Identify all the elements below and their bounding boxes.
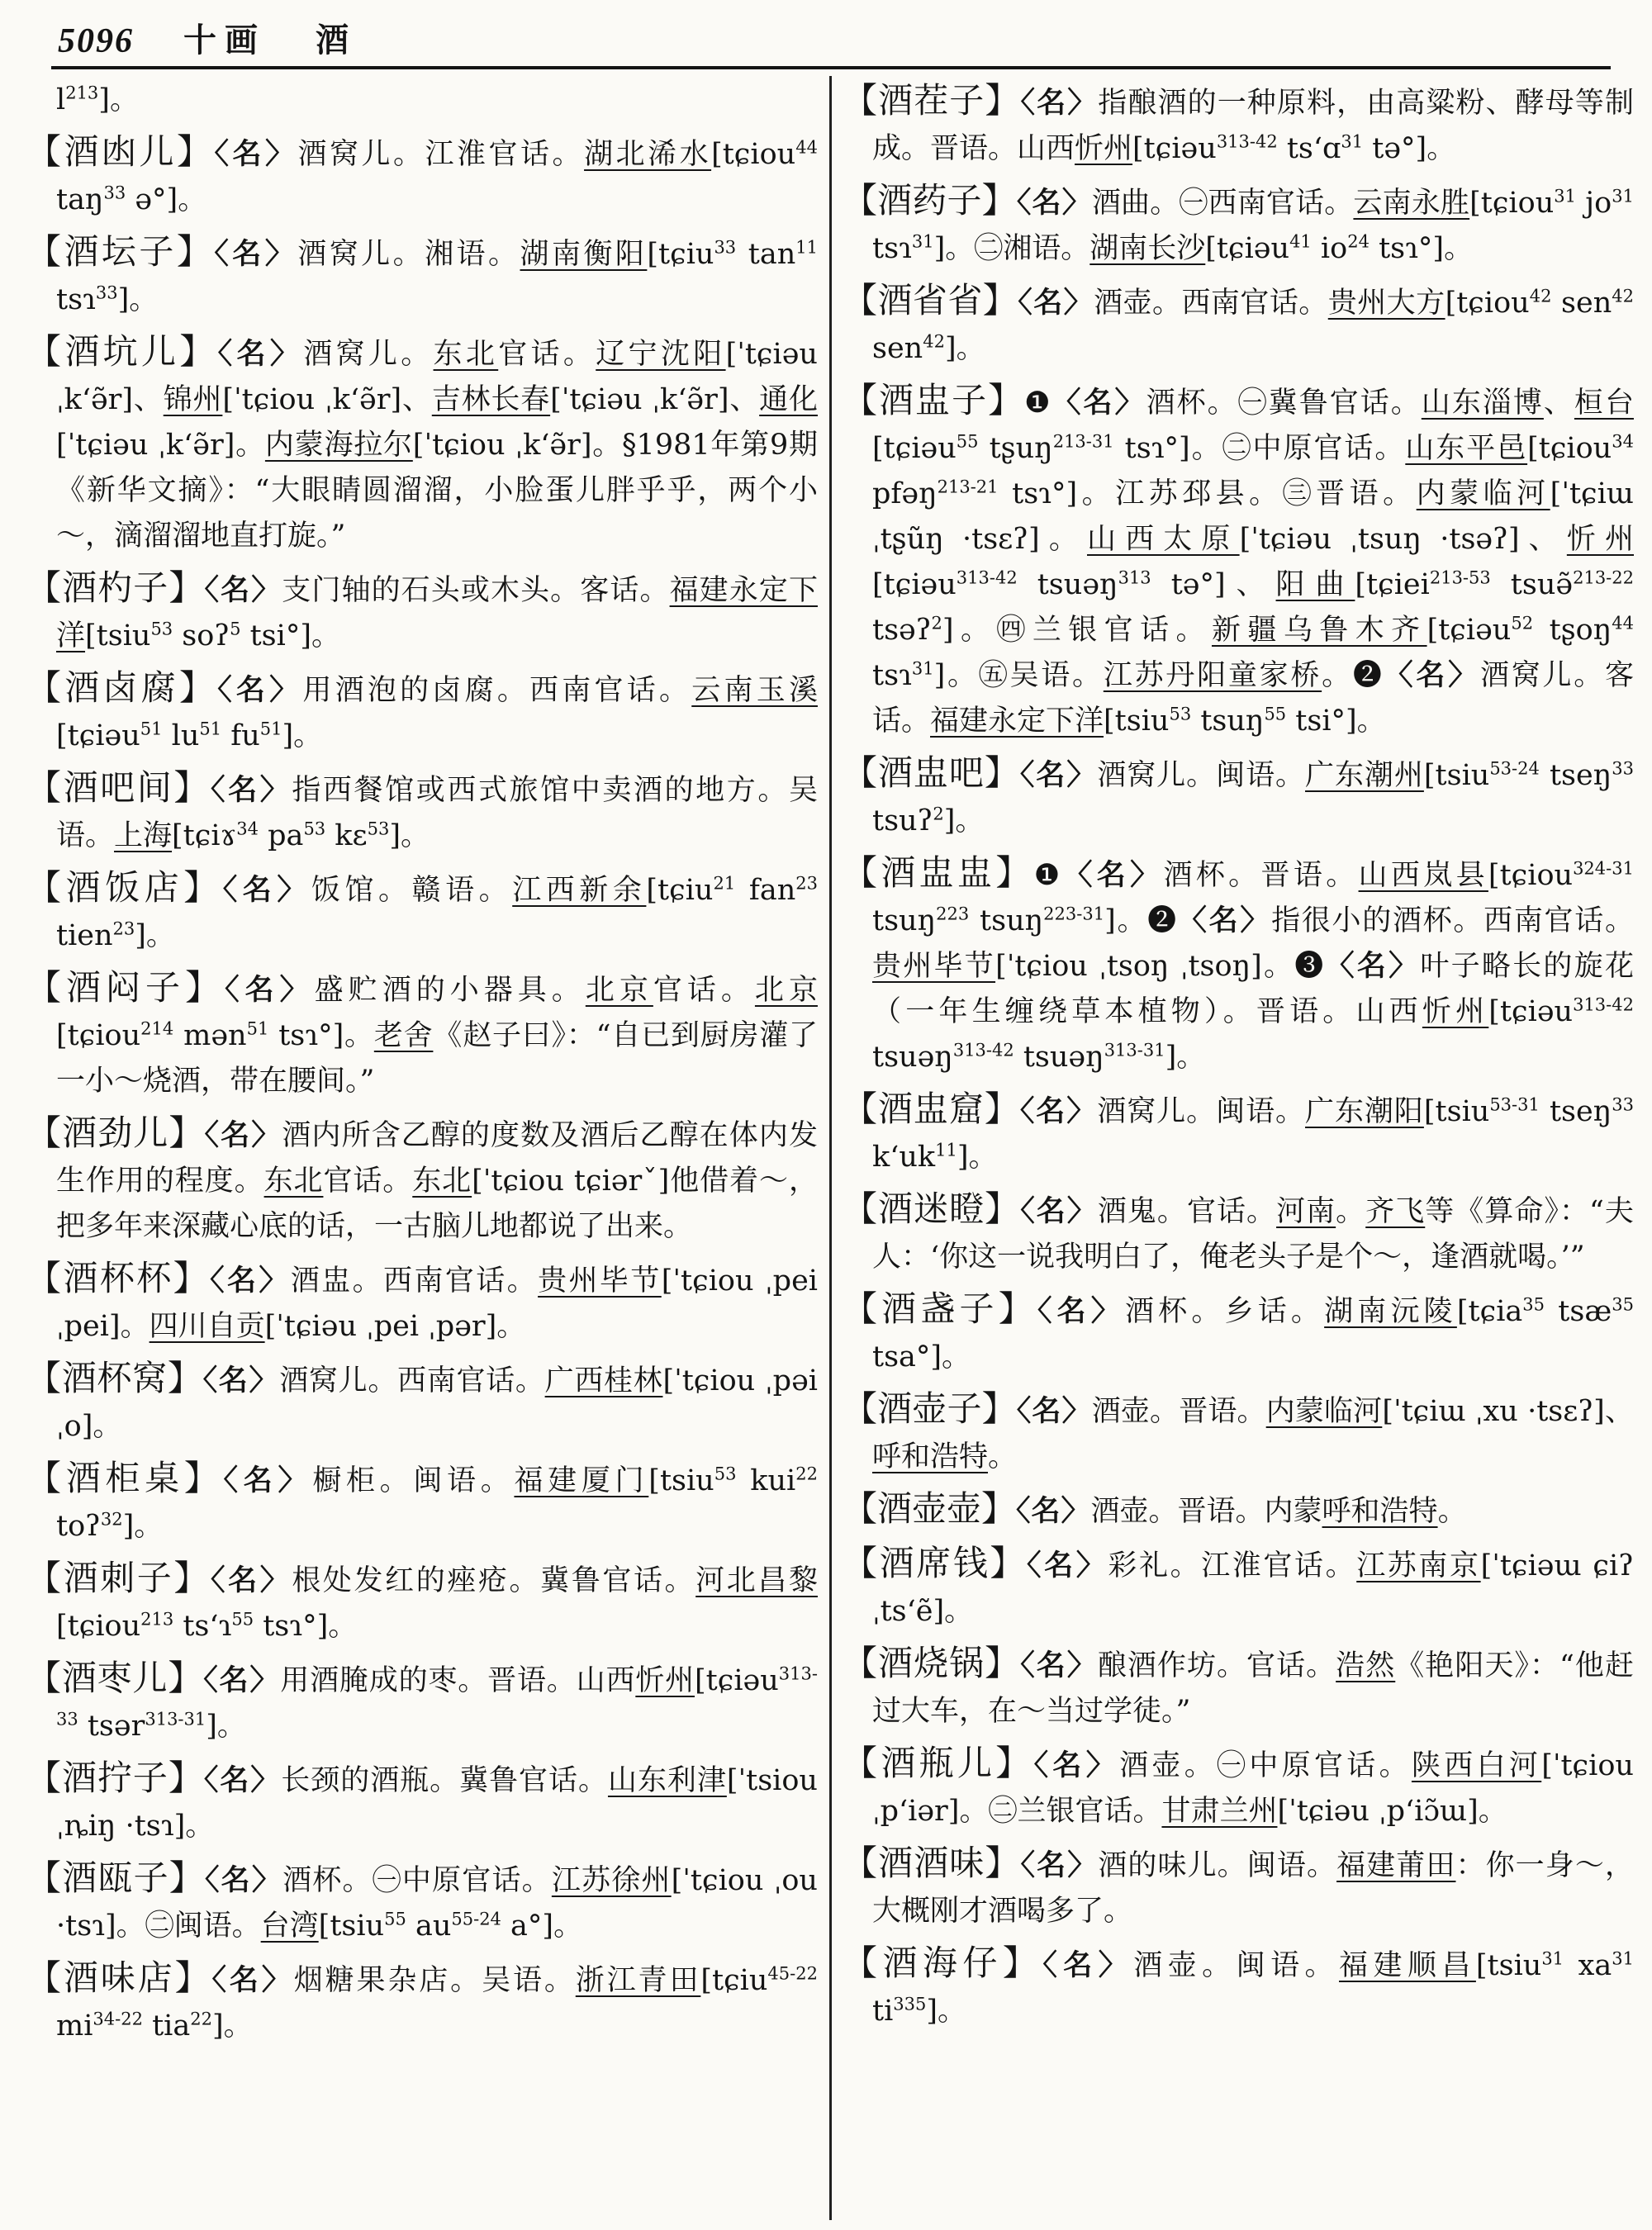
dictionary-entry: 【酒迷瞪】〈名〉酒鬼。官话。河南。齐飞等《算命》：“夫人：‘你这一说我明白了，俺老头子是个～，逢酒就喝。’” [843,1189,1634,1274]
dictionary-entry: 【酒盅子】❶〈名〉酒杯。㊀冀鲁官话。山东淄博、桓台[tɕiəu$^{55}$ tʂuŋ$^{213-31}$ tsɿ°]。㊁中原官话。山东平邑[tɕiou$^{34}$ pfəŋ$^{213-21}$ tsɿ°]。江苏邳县。㊂晋语。内蒙临河[ˈtɕiɯ ˌtʂũŋ ·tsɛʔ]。山西太原[ˈtɕiəu ˌtsuŋ ·tsəʔ]、忻州[tɕiəu$^{313-42}$ tsuəŋ$^{313}$ tə°]、阳曲[tɕiei$^{213-53}$ tsuə̃$^{213-22}$ tsəʔ$^2$]。㊃兰银官话。新疆乌鲁木齐[tɕiəu$^{52}$ tʂoŋ$^{44}$ tsɿ$^{31}$]。㊄吴语。江苏丹阳童家桥。❷〈名〉酒窝儿。客话。福建永定下洋[tsiu$^{53}$ tsuŋ$^{55}$ tsi°]。 [843,380,1634,738]
page-header [58,15,1611,61]
right-column [843,78,1634,2209]
dictionary-entry: 【酒坑儿】〈名〉酒窝儿。东北官话。辽宁沈阳[ˈtɕiəu ˌkʻə̃r]、锦州[ˈtɕiou ˌkʻə̃r]、吉林长春[ˈtɕiəu ˌkʻə̃r]、通化[ˈtɕiəu ˌkʻə̃r]。内蒙海拉尔[ˈtɕiou ˌkʻə̃r]。§1981年第9期《新华文摘》：“大眼睛圆溜溜，小脸蛋儿胖乎乎，两个小～，滴溜溜地直打旋。” [26,331,818,553]
dictionary-entry: 【酒劲儿】〈名〉酒内所含乙醇的度数及酒后乙醇在体内发生作用的程度。东北官话。东北[ˈtɕiou tɕiərˇ]他借着～，把多年来深藏心底的话，一古脑儿地都说了出来。 [26,1113,818,1243]
dictionary-entry: 【酒卤腐】〈名〉用酒泡的卤腐。西南官话。云南玉溪[tɕiəu$^{51}$ $lu^{51}$ $fu^{51}$]。 [26,667,818,752]
header-character: 酒 [316,21,357,59]
dictionary-entry: 【酒席钱】〈名〉彩礼。江淮官话。江苏南京[ˈtɕiəɯ ɕiʔ ˌtsʻẽ]。 [843,1543,1634,1628]
dictionary-entry: 【酒盅窟】〈名〉酒窝儿。闽语。广东潮阳[tsiu$^{53-31}$ tseŋ$^{33}$ kʻuk$^{11}$]。 [843,1089,1634,1174]
dictionary-entry: 【酒拧子】〈名〉长颈的酒瓶。冀鲁官话。山东利津[ˈtsiou ˌȵiŋ ·tsɿ]。 [26,1758,818,1843]
dictionary-entry: 【酒海仔】〈名〉酒壶。闽语。福建顺昌[tsiu$^{31}$ $xa^{31}$ $ti^{335}$]。 [843,1943,1634,2028]
dictionary-entry: 【酒闷子】〈名〉盛贮酒的小器具。北京官话。北京[tɕiou$^{214}$ mən$^{51}$ tsɿ°]。老舍《赵子曰》：“自已到厨房灌了一小～烧酒，带在腰间。” [26,967,818,1098]
chapter-label: 十画 [183,21,266,59]
dictionary-entry: 【酒刺子】〈名〉根处发红的痤疮。冀鲁官话。河北昌黎[tɕiou$^{213}$ tsʻɿ$^{55}$ tsɿ°]。 [26,1558,818,1643]
dictionary-entry: 【酒吧间】〈名〉指西餐馆或西式旅馆中卖酒的地方。吴语。上海[tɕiɤ$^{34}$ $pa^{53}$ kɛ$^{53}$]。 [26,767,818,852]
dictionary-entry: $l^{213}$]。 [56,83,139,116]
dictionary-entry: 【酒味店】〈名〉烟糖果杂店。吴语。浙江青田[tɕiu$^{45-22}$ $mi^{34-22}$ tia$^{22}$]。 [26,1957,818,2043]
dictionary-entry: 【酒省省】〈名〉酒壶。西南官话。贵州大方[tɕiou$^{42}$ sen$^{42}$ sen$^{42}$]。 [843,280,1634,365]
dictionary-entry: 【酒药子】〈名〉酒曲。㊀西南官话。云南永胜[tɕiou$^{31}$ $jo^{31}$ tsɿ$^{31}$]。㊁湘语。湖南长沙[tɕiəu$^{41}$ $io^{24}$ tsɿ°]。 [843,180,1634,265]
dictionary-entry: 【酒柜桌】〈名〉橱柜。闽语。福建厦门[tsiu$^{53}$ kui$^{22}$ toʔ$^{32}$]。 [26,1458,818,1543]
dictionary-entry: 【酒饭店】〈名〉饭馆。赣语。江西新余[tɕiu$^{21}$ fan$^{23}$ tien$^{23}$]。 [26,867,818,952]
dictionary-entry: 【酒壶壶】〈名〉酒壶。晋语。内蒙呼和浩特。 [843,1488,1467,1529]
dictionary-entry: 【酒烧锅】〈名〉酿酒作坊。官话。浩然《艳阳天》：“他赶过大车，在～当过学徒。” [843,1643,1634,1728]
column-divider [829,76,832,2220]
header-rule [51,66,1611,69]
dictionary-entry: 【酒枣儿】〈名〉用酒腌成的枣。晋语。山西忻州[tɕiəu$^{313-33}$ tsər$^{313-31}$]。 [26,1658,818,1743]
page-number: 5096 [58,22,134,60]
dictionary-entry: 【酒盏子】〈名〉酒杯。乡话。湖南沅陵[tɕia$^{35}$ tsæ$^{35}$ tsa°]。 [843,1288,1634,1374]
dictionary-entry: 【酒茬子】〈名〉指酿酒的一种原料，由高粱粉、酵母等制成。晋语。山西忻州[tɕiəu$^{313-42}$ tsʻɑ$^{31}$ tə°]。 [843,80,1634,165]
dictionary-entry: 【酒坛子】〈名〉酒窝儿。湘语。湖南衡阳[tɕiu$^{33}$ $\tan^{11}$ tsɿ$^{33}$]。 [26,231,818,316]
dictionary-entry: 【酒酒味】〈名〉酒的味儿。闽语。福建莆田：你一身～，大概刚才酒喝多了。 [843,1843,1634,1928]
dictionary-entry: 【酒凼儿】〈名〉酒窝儿。江淮官话。湖北浠水[tɕiou$^{44}$ taŋ$^{33}$ ə°]。 [26,131,818,216]
left-column [26,78,818,2209]
dictionary-entry: 【酒盅吧】〈名〉酒窝儿。闽语。广东潮州[tsiu$^{53-24}$ tseŋ$^{33}$ tsuʔ$^2$]。 [843,752,1634,837]
dictionary-entry: 【酒杓子】〈名〉支门轴的石头或木头。客话。福建永定下洋[tsiu$^{53}$ soʔ$^5$ tsi°]。 [26,567,818,652]
dictionary-entry: 【酒瓶儿】〈名〉酒壶。㊀中原官话。陕西白河[ˈtɕiou ˌpʻiər]。㊁兰银官话。甘肃兰州[ˈtɕiəu ˌpʻiɔ̃ɯ]。 [843,1743,1634,1828]
dictionary-entry: 【酒瓯子】〈名〉酒杯。㊀中原官话。江苏徐州[ˈtɕiou ˌou ·tsɿ]。㊁闽语。台湾[tsiu$^{55}$ $au^{55-24}$ a°]。 [26,1858,818,1943]
dictionary-entry: 【酒盅盅】❶〈名〉酒杯。晋语。山西岚县[tɕiou$^{324-31}$ tsuŋ$^{223}$ tsuŋ$^{223-31}$]。❷〈名〉指很小的酒杯。西南官话。贵州毕节[ˈtɕiou ˌtsoŋ ˌtsoŋ]。❸〈名〉叶子略长的旋花（一年生缠绕草本植物）。晋语。山西忻州[tɕiəu$^{313-42}$ tsuəŋ$^{313-42}$ tsuəŋ$^{313-31}$]。 [843,852,1634,1074]
dictionary-entry: 【酒壶子】〈名〉酒壶。晋语。内蒙临河[ˈtɕiɯ ˌxu ·tsɛʔ]、呼和浩特。 [843,1388,1634,1473]
dictionary-entry: 【酒杯窝】〈名〉酒窝儿。西南官话。广西桂林[ˈtɕiou ˌpəi ˌo]。 [26,1358,818,1443]
dictionary-entry: 【酒杯杯】〈名〉酒盅。西南官话。贵州毕节[ˈtɕiou ˌpei ˌpei]。四川自贡[ˈtɕiəu ˌpei ˌpər]。 [26,1258,818,1343]
